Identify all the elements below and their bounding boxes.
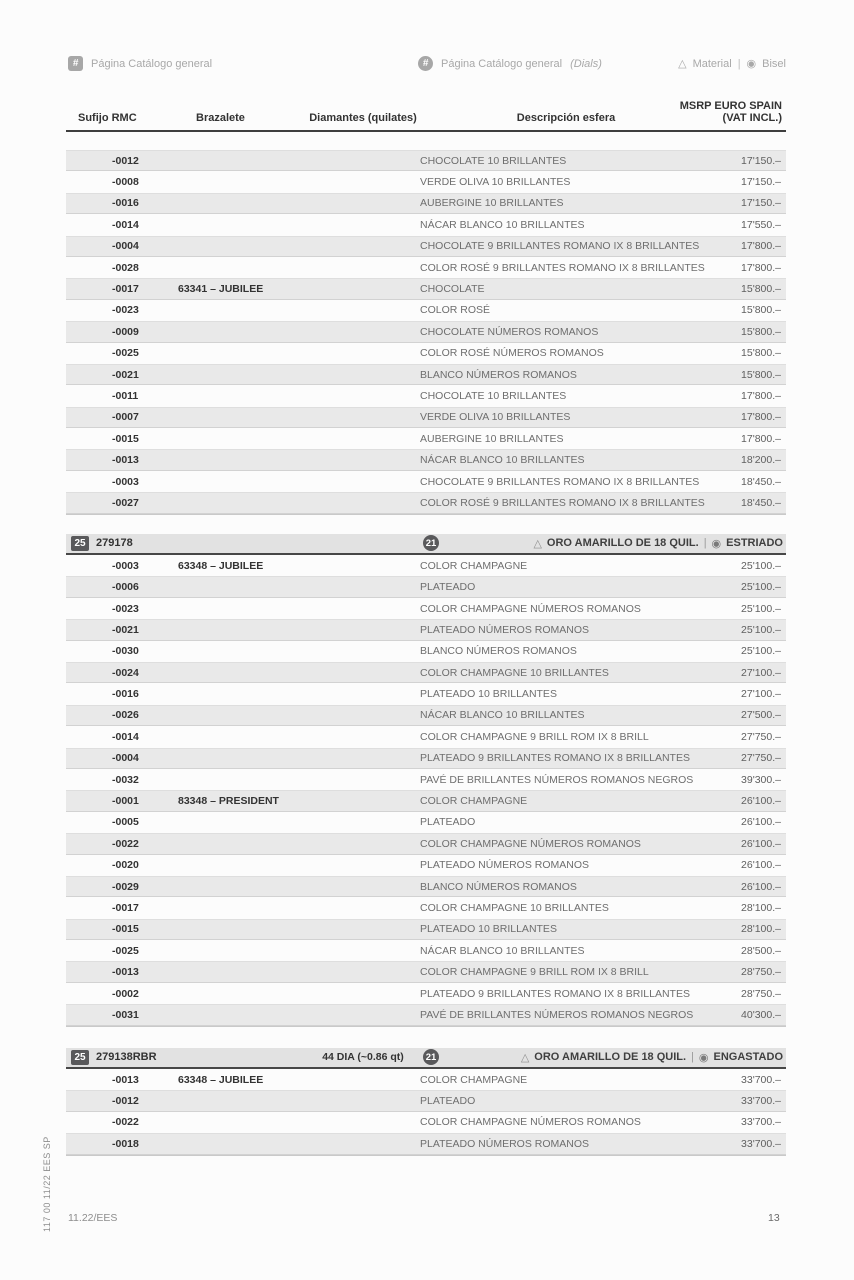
description-cell: PAVÉ DE BRILLANTES NÚMEROS ROMANOS NEGROS — [420, 773, 694, 786]
legend — [678, 55, 786, 72]
table-row — [66, 428, 786, 449]
description-cell: COLOR ROSÉ NÚMEROS ROMANOS — [420, 347, 604, 360]
price-cell: 27'750.– — [741, 730, 781, 743]
material-bezel-group — [533, 537, 783, 550]
description-cell: COLOR ROSÉ — [420, 304, 491, 317]
table-row — [66, 855, 786, 876]
price-cell: 17'800.– — [741, 389, 781, 402]
price-cell: 28'100.– — [741, 923, 781, 936]
price-cell: 27'100.– — [741, 666, 781, 679]
column-header-price-line2: (VAT INCL.) — [722, 112, 782, 124]
table-row — [66, 897, 786, 918]
description-cell: VERDE OLIVA 10 BRILLANTES — [420, 176, 571, 189]
suffix-cell: -0023 — [112, 602, 139, 615]
table-row — [66, 748, 786, 769]
description-cell: PLATEADO 9 BRILLANTES ROMANO IX 8 BRILLANTES — [420, 752, 690, 765]
bezel-legend-label: Bisel — [762, 57, 786, 70]
table-row — [66, 940, 786, 961]
suffix-cell: -0009 — [112, 325, 139, 338]
column-header-price — [679, 92, 786, 124]
table-row — [66, 983, 786, 1004]
bracelet-cell: 63341 – JUBILEE — [178, 283, 264, 296]
description-cell: CHOCOLATE NÚMEROS ROMANOS — [420, 325, 599, 338]
price-cell: 17'800.– — [741, 240, 781, 253]
table-row — [66, 364, 786, 385]
suffix-cell: -0003 — [112, 559, 139, 572]
section-header-row — [66, 1048, 786, 1069]
price-cell: 28'750.– — [741, 966, 781, 979]
suffix-cell: -0015 — [112, 432, 139, 445]
column-header-bracelet: Brazalete — [196, 112, 245, 124]
legend-separator: | — [737, 57, 741, 70]
table-row — [66, 321, 786, 342]
section-header-left — [66, 536, 306, 551]
section-diamonds: 44 DIA (~0.86 qt) — [322, 1051, 404, 1064]
table-row — [66, 812, 786, 833]
suffix-cell: -0016 — [112, 688, 139, 701]
suffix-cell: -0027 — [112, 496, 139, 509]
table-row — [66, 1090, 786, 1111]
price-cell: 28'500.– — [741, 944, 781, 957]
price-cell: 17'550.– — [741, 218, 781, 231]
suffix-cell: -0011 — [112, 389, 139, 402]
table-row — [66, 876, 786, 897]
suffix-cell: -0017 — [112, 901, 139, 914]
table-row — [66, 385, 786, 406]
separator: | — [703, 537, 707, 550]
price-cell: 26'100.– — [741, 816, 781, 829]
column-header-suffix: Sufijo RMC — [78, 112, 137, 124]
description-cell: BLANCO NÚMEROS ROMANOS — [420, 368, 577, 381]
description-cell: PLATEADO — [420, 816, 476, 829]
description-cell: PAVÉ DE BRILLANTES NÚMEROS ROMANOS NEGROS — [420, 1008, 694, 1021]
suffix-cell: -0017 — [112, 283, 139, 296]
page-number: 13 — [768, 1212, 780, 1224]
table-row — [66, 171, 786, 192]
model-reference: 279138RBR — [96, 1051, 157, 1064]
table-row — [66, 236, 786, 257]
suffix-cell: -0004 — [112, 240, 139, 253]
suffix-cell: -0015 — [112, 923, 139, 936]
description-cell: COLOR CHAMPAGNE NÚMEROS ROMANOS — [420, 837, 641, 850]
suffix-cell: -0012 — [112, 154, 139, 167]
price-cell: 26'100.– — [741, 880, 781, 893]
bracelet-cell: 63348 – JUBILEE — [178, 1073, 264, 1086]
description-cell: COLOR ROSÉ 9 BRILLANTES ROMANO IX 8 BRILLANTES — [420, 496, 705, 509]
price-cell: 18'450.– — [741, 496, 781, 509]
table-group — [66, 1048, 786, 1156]
price-cell: 17'800.– — [741, 261, 781, 274]
description-cell: PLATEADO — [420, 581, 476, 594]
suffix-cell: -0023 — [112, 304, 139, 317]
price-cell: 33'700.– — [741, 1137, 781, 1150]
table-row — [66, 683, 786, 704]
suffix-cell: -0013 — [112, 1073, 139, 1086]
material-label: ORO AMARILLO DE 18 QUIL. — [546, 537, 699, 550]
description-cell: COLOR ROSÉ 9 BRILLANTES ROMANO IX 8 BRILLANTES — [420, 261, 705, 274]
table-row — [66, 343, 786, 364]
price-cell: 27'500.– — [741, 709, 781, 722]
table-row — [66, 278, 786, 299]
description-cell: CHOCOLATE 9 BRILLANTES ROMANO IX 8 BRILLANTES — [420, 475, 700, 488]
column-header-price-line1: MSRP EURO SPAIN — [679, 100, 782, 112]
bracelet-cell: 63348 – JUBILEE — [178, 559, 264, 572]
bracelet-cell: 83348 – PRESIDENT — [178, 795, 279, 808]
table-row — [66, 790, 786, 811]
suffix-cell: -0012 — [112, 1095, 139, 1108]
price-cell: 15'800.– — [741, 325, 781, 338]
suffix-cell: -0026 — [112, 709, 139, 722]
suffix-cell: -0022 — [112, 1116, 139, 1129]
description-cell: PLATEADO 10 BRILLANTES — [420, 923, 557, 936]
table-row — [66, 619, 786, 640]
price-cell: 17'150.– — [741, 197, 781, 210]
bezel-label: ENGASTADO — [713, 1051, 783, 1064]
catalog-page-badge: 25 — [71, 1050, 89, 1065]
price-cell: 40'300.– — [741, 1008, 781, 1021]
table-row — [66, 300, 786, 321]
table-row — [66, 641, 786, 662]
description-cell: PLATEADO 10 BRILLANTES — [420, 688, 557, 701]
catalog-general-ref — [68, 55, 212, 72]
price-cell: 26'100.– — [741, 837, 781, 850]
price-cell: 18'450.– — [741, 475, 781, 488]
catalog-general-label: Página Catálogo general — [91, 57, 213, 70]
description-cell: COLOR CHAMPAGNE — [420, 1073, 528, 1086]
suffix-cell: -0007 — [112, 411, 139, 424]
catalog-dials-suffix: (Dials) — [570, 57, 602, 70]
description-cell: COLOR CHAMPAGNE 9 BRILL ROM IX 8 BRILL — [420, 966, 649, 979]
table-row — [66, 492, 786, 513]
price-cell: 25'100.– — [741, 581, 781, 594]
suffix-cell: -0001 — [112, 795, 139, 808]
suffix-cell: -0025 — [112, 347, 139, 360]
catalog-dials-label: Página Catálogo general — [441, 57, 563, 70]
suffix-cell: -0022 — [112, 837, 139, 850]
section-header-right — [420, 1049, 786, 1065]
description-cell: BLANCO NÚMEROS ROMANOS — [420, 880, 577, 893]
description-cell: CHOCOLATE 10 BRILLANTES — [420, 154, 567, 167]
table-groups — [66, 150, 786, 1156]
price-cell: 25'100.– — [741, 645, 781, 658]
column-header-diamonds: Diamantes (quilates) — [309, 112, 417, 124]
suffix-cell: -0024 — [112, 666, 139, 679]
section-header-left — [66, 1050, 306, 1065]
model-reference: 279178 — [96, 537, 133, 550]
suffix-cell: -0002 — [112, 987, 139, 1000]
description-cell: NÁCAR BLANCO 10 BRILLANTES — [420, 218, 585, 231]
suffix-cell: -0029 — [112, 880, 139, 893]
price-cell: 33'700.– — [741, 1073, 781, 1086]
suffix-cell: -0018 — [112, 1137, 139, 1150]
table-row — [66, 769, 786, 790]
description-cell: COLOR CHAMPAGNE 9 BRILL ROM IX 8 BRILL — [420, 730, 649, 743]
price-cell: 17'150.– — [741, 154, 781, 167]
suffix-cell: -0025 — [112, 944, 139, 957]
description-cell: PLATEADO 9 BRILLANTES ROMANO IX 8 BRILLANTES — [420, 987, 690, 1000]
description-cell: AUBERGINE 10 BRILLANTES — [420, 432, 564, 445]
table-row — [66, 257, 786, 278]
price-cell: 18'200.– — [741, 454, 781, 467]
table-row — [66, 1133, 786, 1154]
table-row — [66, 555, 786, 576]
bezel-target-icon: ◉ — [746, 58, 757, 70]
suffix-cell: -0020 — [112, 859, 139, 872]
table-row — [66, 726, 786, 747]
price-cell: 26'100.– — [741, 859, 781, 872]
suffix-cell: -0006 — [112, 581, 139, 594]
suffix-cell: -0005 — [112, 816, 139, 829]
hash-circle-icon: # — [418, 56, 433, 71]
description-cell: COLOR CHAMPAGNE NÚMEROS ROMANOS — [420, 602, 641, 615]
table-row — [66, 214, 786, 235]
section-header-right — [420, 535, 786, 551]
page-header — [66, 55, 786, 72]
description-cell: NÁCAR BLANCO 10 BRILLANTES — [420, 944, 585, 957]
material-bezel-group — [521, 1051, 783, 1064]
bezel-target-icon: ◉ — [711, 537, 722, 550]
column-headers — [66, 92, 786, 132]
hash-square-icon: # — [68, 56, 83, 71]
section-header-row — [66, 534, 786, 555]
description-cell: PLATEADO NÚMEROS ROMANOS — [420, 859, 589, 872]
footer-edition-code: 11.22/EES — [68, 1212, 118, 1224]
table-row — [66, 576, 786, 597]
price-cell: 17'800.– — [741, 411, 781, 424]
price-cell: 25'100.– — [741, 623, 781, 636]
description-cell: COLOR CHAMPAGNE 10 BRILLANTES — [420, 666, 609, 679]
description-cell: COLOR CHAMPAGNE — [420, 795, 528, 808]
price-cell: 27'750.– — [741, 752, 781, 765]
separator: | — [691, 1051, 694, 1064]
description-cell: CHOCOLATE 9 BRILLANTES ROMANO IX 8 BRILLANTES — [420, 240, 700, 253]
price-cell: 15'800.– — [741, 283, 781, 296]
table-group — [66, 534, 786, 1027]
table-row — [66, 919, 786, 940]
price-cell: 28'100.– — [741, 901, 781, 914]
description-cell: PLATEADO NÚMEROS ROMANOS — [420, 623, 589, 636]
price-cell: 15'800.– — [741, 347, 781, 360]
suffix-cell: -0013 — [112, 966, 139, 979]
description-cell: AUBERGINE 10 BRILLANTES — [420, 197, 564, 210]
description-cell: COLOR CHAMPAGNE 10 BRILLANTES — [420, 901, 609, 914]
suffix-cell: -0013 — [112, 454, 139, 467]
description-cell: COLOR CHAMPAGNE NÚMEROS ROMANOS — [420, 1116, 641, 1129]
catalog-page-badge: 25 — [71, 536, 89, 551]
table-row — [66, 471, 786, 492]
dials-page-badge: 21 — [423, 1049, 439, 1065]
table-row — [66, 1069, 786, 1090]
description-cell: CHOCOLATE 10 BRILLANTES — [420, 389, 567, 402]
suffix-cell: -0014 — [112, 218, 139, 231]
price-cell: 26'100.– — [741, 795, 781, 808]
suffix-cell: -0030 — [112, 645, 139, 658]
suffix-cell: -0021 — [112, 368, 139, 381]
table-row — [66, 705, 786, 726]
material-triangle-icon: △ — [520, 1051, 530, 1064]
dials-page-badge: 21 — [423, 535, 439, 551]
price-cell: 17'800.– — [741, 432, 781, 445]
table-row — [66, 598, 786, 619]
bezel-label: ESTRIADO — [726, 537, 783, 550]
suffix-cell: -0028 — [112, 261, 139, 274]
table-row — [66, 833, 786, 854]
table-row — [66, 150, 786, 171]
table-row — [66, 662, 786, 683]
price-cell: 25'100.– — [741, 602, 781, 615]
table-row — [66, 407, 786, 428]
description-cell: NÁCAR BLANCO 10 BRILLANTES — [420, 454, 585, 467]
suffix-cell: -0008 — [112, 176, 139, 189]
table-row — [66, 961, 786, 982]
price-cell: 15'800.– — [741, 368, 781, 381]
price-cell: 17'150.– — [741, 176, 781, 189]
column-header-description: Descripción esfera — [516, 112, 616, 124]
table-row — [66, 449, 786, 470]
margin-print-code: 117 00 11/22 EES SP — [42, 1136, 52, 1232]
price-cell: 28'750.– — [741, 987, 781, 1000]
suffix-cell: -0031 — [112, 1008, 139, 1021]
price-cell: 27'100.– — [741, 688, 781, 701]
price-cell: 33'700.– — [741, 1116, 781, 1129]
price-cell: 25'100.– — [741, 559, 781, 572]
suffix-cell: -0032 — [112, 773, 139, 786]
suffix-cell: -0014 — [112, 730, 139, 743]
suffix-cell: -0021 — [112, 623, 139, 636]
description-cell: VERDE OLIVA 10 BRILLANTES — [420, 411, 571, 424]
bezel-target-icon: ◉ — [698, 1051, 709, 1064]
table-row — [66, 1004, 786, 1025]
suffix-cell: -0004 — [112, 752, 139, 765]
material-label: ORO AMARILLO DE 18 QUIL. — [534, 1051, 687, 1064]
material-triangle-icon: △ — [678, 58, 687, 70]
table-row — [66, 193, 786, 214]
price-cell: 33'700.– — [741, 1095, 781, 1108]
price-cell: 39'300.– — [741, 773, 781, 786]
description-cell: BLANCO NÚMEROS ROMANOS — [420, 645, 577, 658]
suffix-cell: -0003 — [112, 475, 139, 488]
description-cell: COLOR CHAMPAGNE — [420, 559, 528, 572]
description-cell: PLATEADO NÚMEROS ROMANOS — [420, 1137, 589, 1150]
material-legend-label: Material — [692, 57, 732, 70]
description-cell: CHOCOLATE — [420, 283, 485, 296]
table-group — [66, 150, 786, 515]
description-cell: PLATEADO — [420, 1095, 476, 1108]
catalog-dials-ref — [418, 55, 602, 72]
description-cell: NÁCAR BLANCO 10 BRILLANTES — [420, 709, 585, 722]
table-row — [66, 1112, 786, 1133]
price-cell: 15'800.– — [741, 304, 781, 317]
material-triangle-icon: △ — [533, 537, 542, 550]
suffix-cell: -0016 — [112, 197, 139, 210]
